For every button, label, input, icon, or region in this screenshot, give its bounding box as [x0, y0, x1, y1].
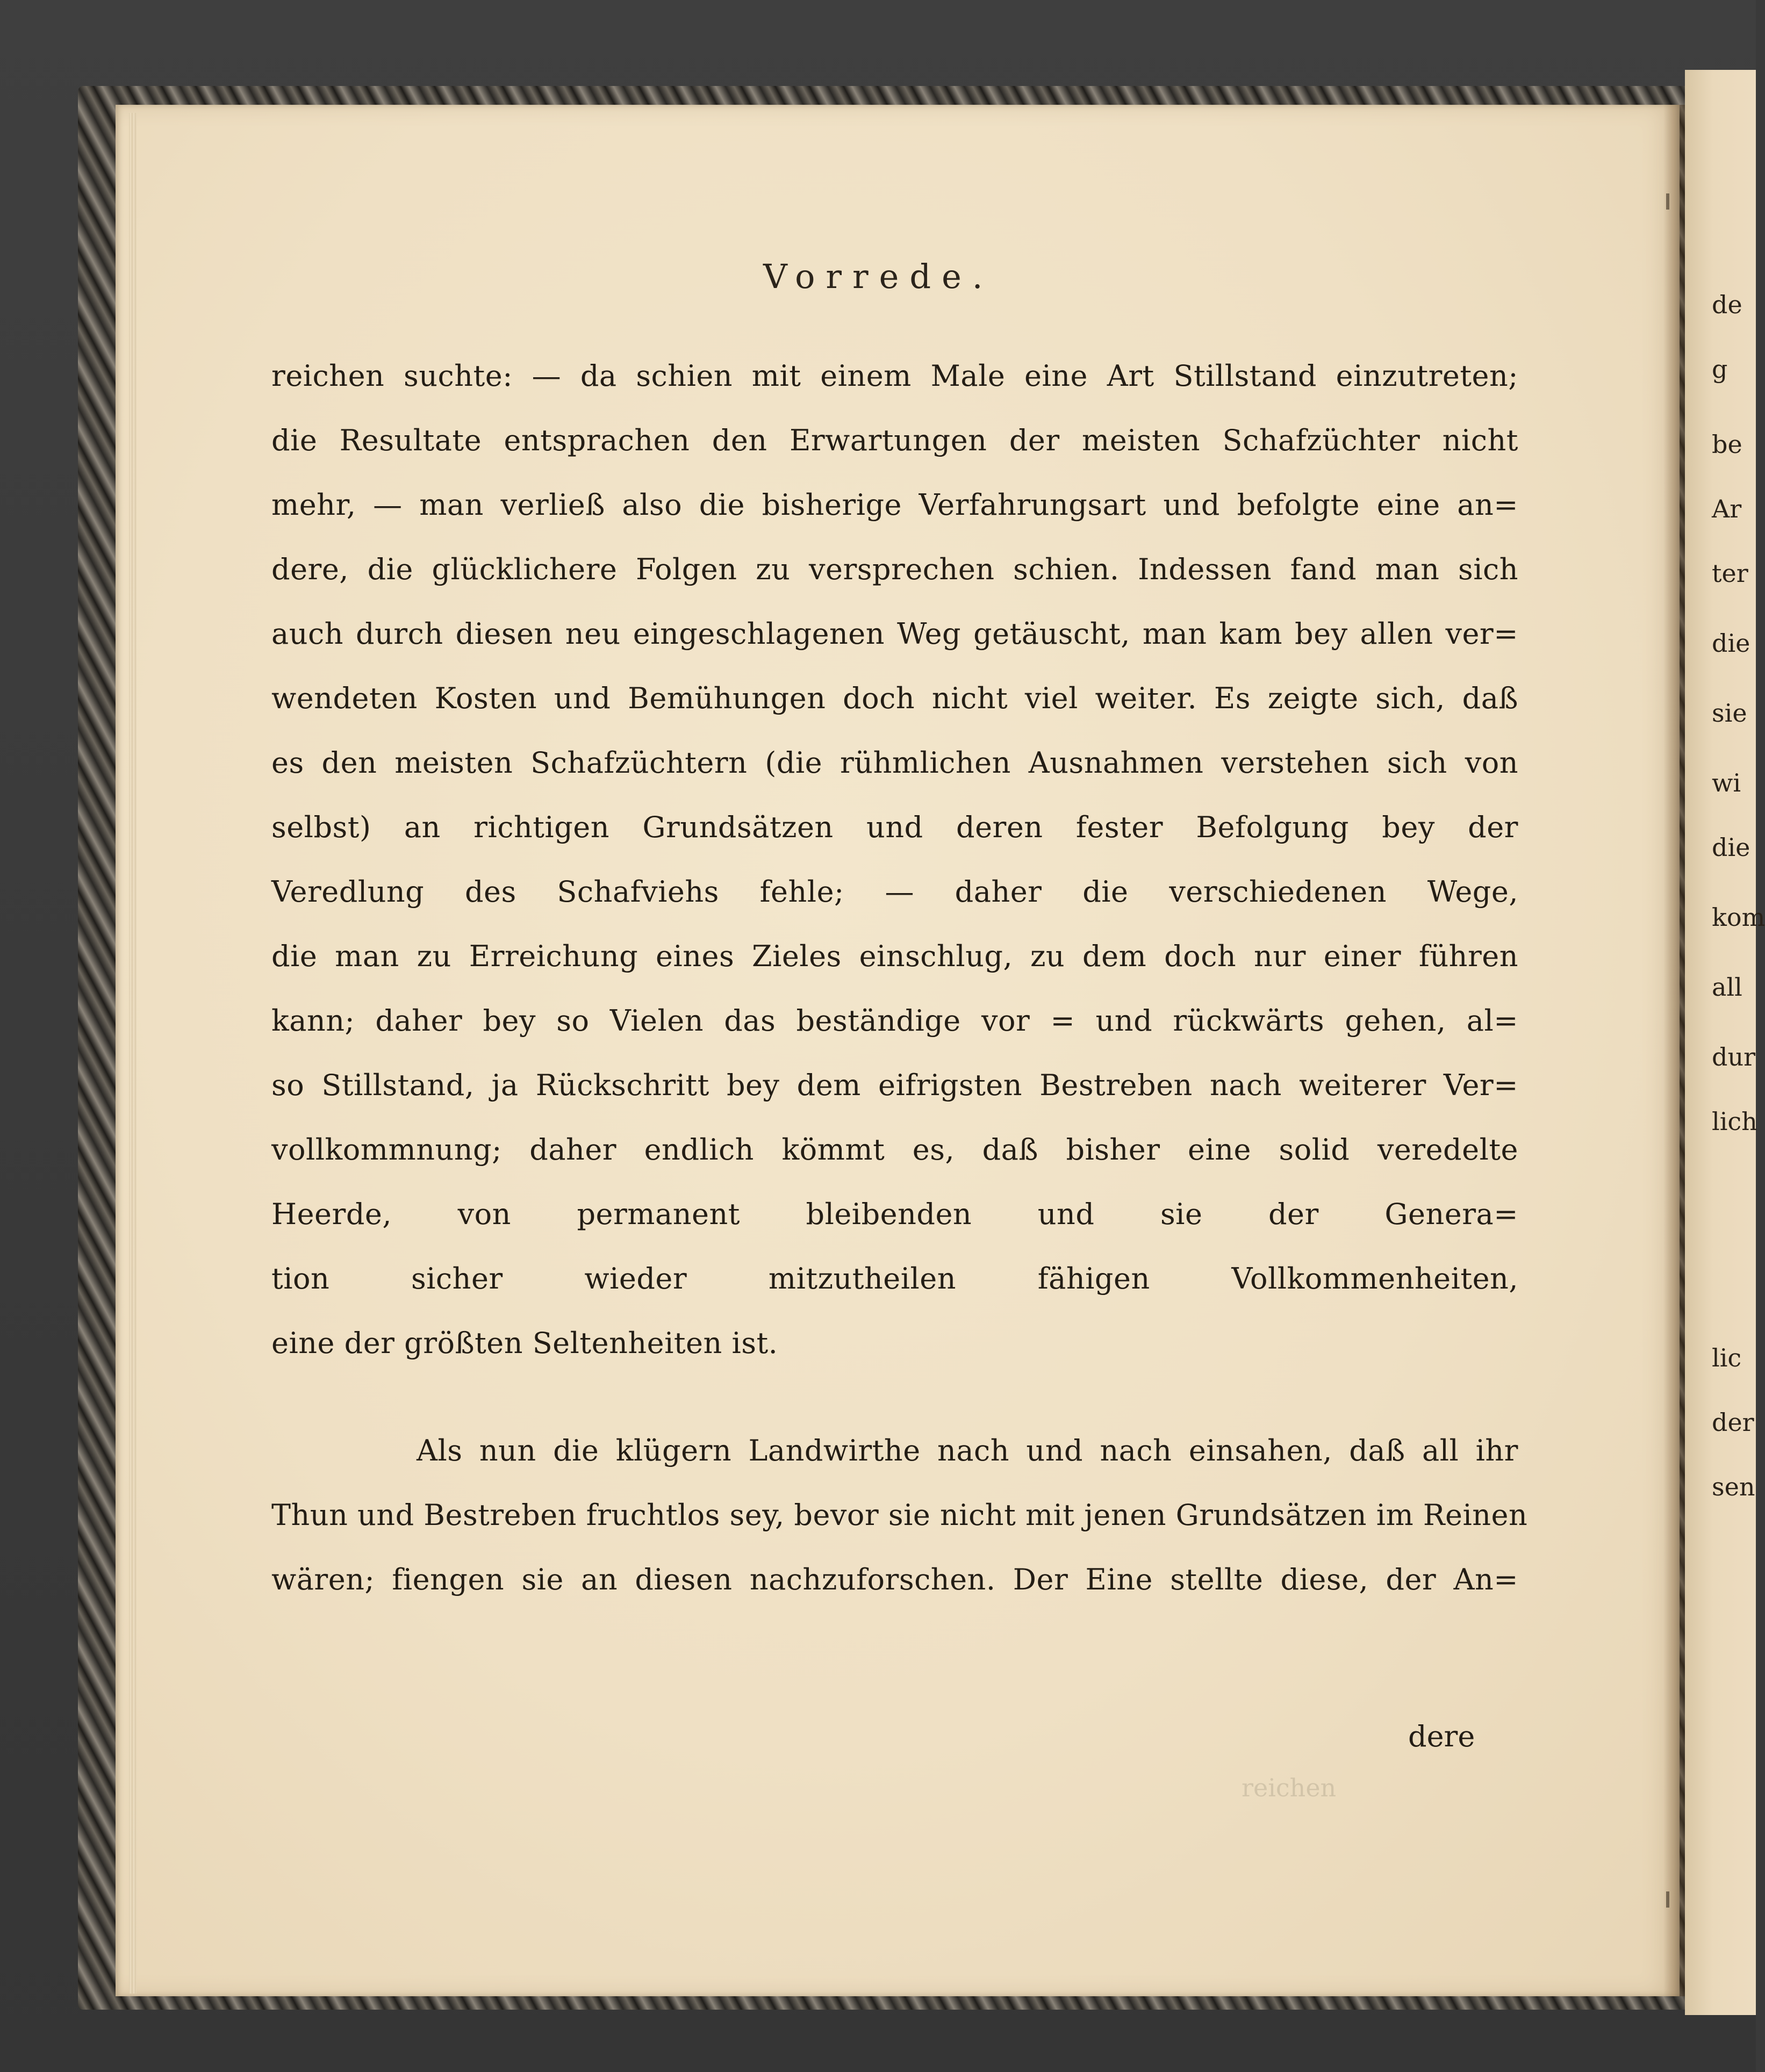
text-line: auch durch diesen neu eingeschlagenen Weg getäuscht, man kam bey allen ver= — [271, 617, 1518, 651]
fragment: kom — [1712, 903, 1765, 932]
text-line: so Stillstand, ja Rückschritt bey dem eifrigsten Bestreben nach weiterer Ver= — [271, 1068, 1518, 1102]
fragment: ter — [1712, 559, 1748, 588]
fragment: g — [1712, 355, 1728, 384]
fragment: all — [1712, 973, 1742, 1002]
fragment: der — [1712, 1408, 1754, 1437]
page-mark — [1666, 1891, 1669, 1908]
text-line: Veredlung des Schafviehs fehle; — daher die verschiedenen Wege, — [271, 875, 1518, 909]
text-line: vollkommnung; daher endlich kömmt es, daß bisher eine solid veredelte — [271, 1133, 1518, 1167]
fragment: be — [1712, 430, 1742, 459]
page-mark — [1666, 193, 1669, 210]
text-line: kann; daher bey so Vielen das beständige vor = und rückwärts gehen, al= — [271, 1004, 1518, 1038]
text-line: dere, die glücklichere Folgen zu versprechen schien. Indessen fand man sich — [271, 552, 1518, 586]
text-line: eine der größten Seltenheiten ist. — [271, 1326, 778, 1360]
text-line: tion sicher wieder mitzutheilen fähigen Vollkommenheiten, — [271, 1262, 1518, 1296]
text-line: wendeten Kosten und Bemühungen doch nicht viel weiter. Es zeigte sich, daß — [271, 681, 1518, 715]
fragment: wi — [1712, 768, 1741, 797]
text-line: Als nun die klügern Landwirthe nach und nach einsahen, daß all ihr — [417, 1434, 1518, 1467]
fragment: lic — [1712, 1343, 1742, 1372]
body-text — [271, 344, 1528, 1612]
text-line: mehr, — man verließ also die bisherige Verfahrungsart und befolgte eine an= — [271, 488, 1518, 522]
fragment: sen — [1712, 1472, 1755, 1501]
text-line: reichen suchte: — da schien mit einem Male eine Art Stillstand einzutreten; — [271, 359, 1518, 393]
fragment: die — [1712, 629, 1750, 658]
text-line: Heerde, von permanent bleibenden und sie der Genera= — [271, 1197, 1518, 1231]
text-line: Thun und Bestreben fruchtlos sey, bevor sie nicht mit jenen Grundsätzen im Reinen — [271, 1498, 1528, 1532]
text-line: es den meisten Schafzüchtern (die rühmlichen Ausnahmen verstehen sich von — [271, 746, 1518, 780]
bleed-through-text: reichen — [1242, 1773, 1337, 1802]
fragment: lich — [1712, 1107, 1757, 1136]
fragment: dur — [1712, 1042, 1756, 1071]
running-head: Vorrede. — [763, 257, 994, 296]
page-edges — [129, 113, 137, 1994]
catchword: dere — [1408, 1720, 1475, 1753]
fragment: de — [1712, 290, 1742, 319]
text-line: die Resultate entsprachen den Erwartungen der meisten Schafzüchter nicht — [271, 423, 1518, 457]
text-line: selbst) an richtigen Grundsätzen und deren fester Befolgung bey der — [271, 810, 1518, 844]
gutter-shadow — [1663, 105, 1685, 1996]
fragment: sie — [1712, 699, 1747, 728]
text-line: die man zu Erreichung eines Zieles einschlug, zu dem doch nur einer führen — [271, 939, 1518, 973]
fragment: Ar — [1712, 494, 1742, 523]
fragment: die — [1712, 833, 1750, 862]
text-line: wären; fiengen sie an diesen nachzuforschen. Der Eine stellte diese, der An= — [271, 1563, 1518, 1596]
